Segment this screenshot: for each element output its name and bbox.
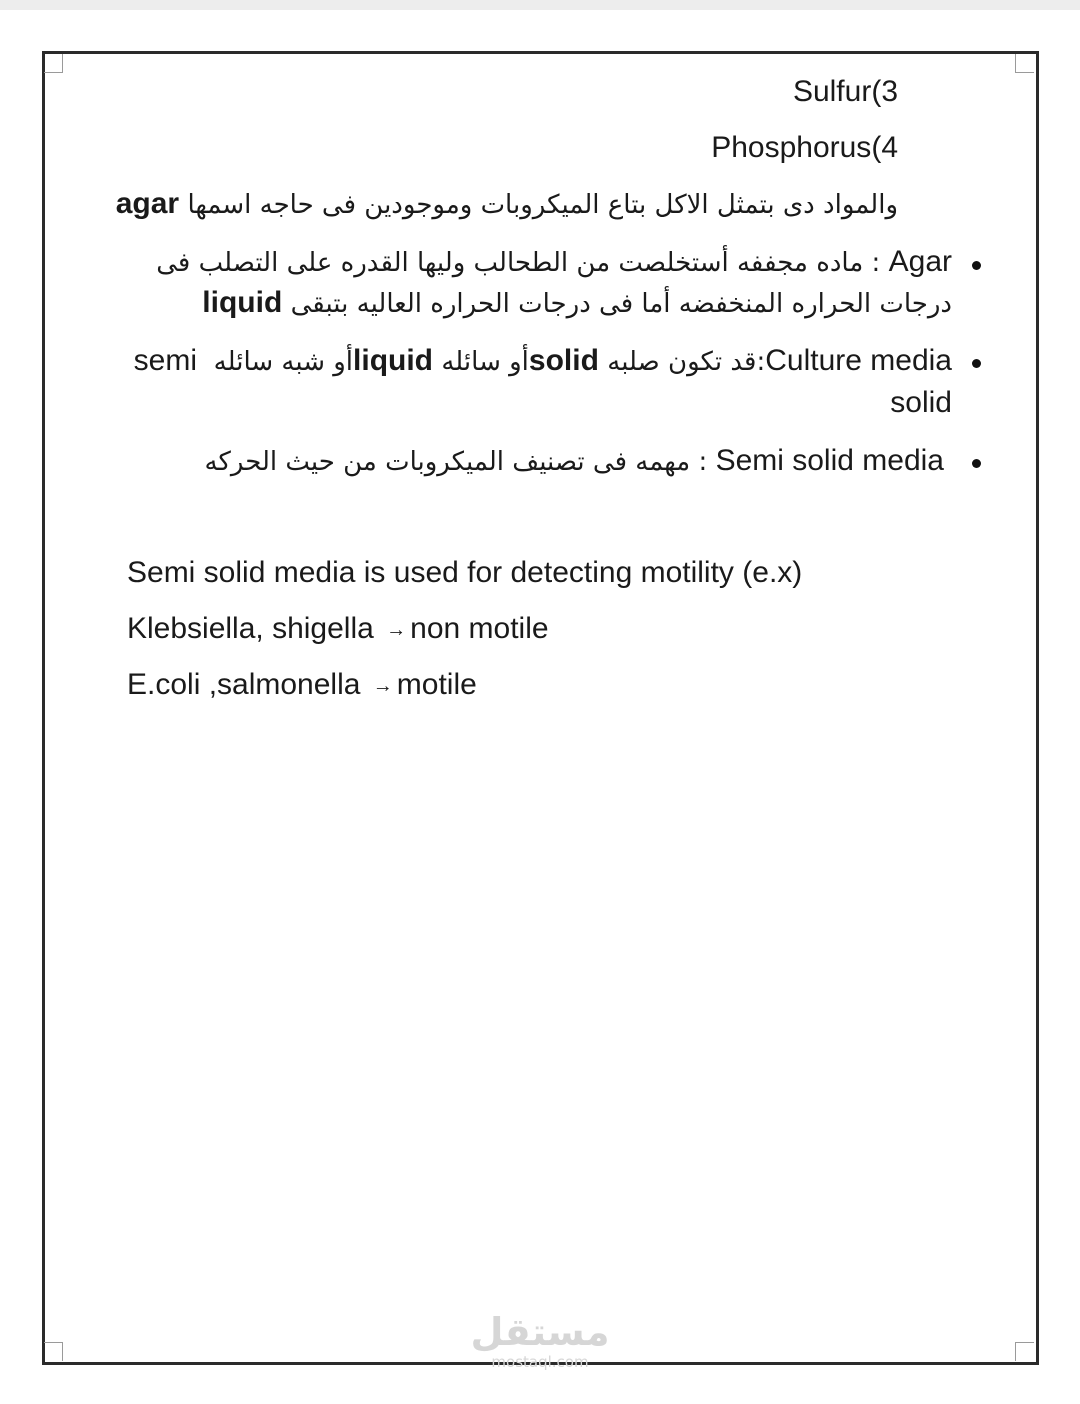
bullet-culture-line2: [890, 383, 952, 423]
bullet-agar-term-liquid: liquid: [202, 286, 283, 319]
arrow-icon: →: [372, 675, 393, 697]
culture-text-3: أو شبه سائله: [213, 347, 354, 377]
bullet-dot: [972, 459, 981, 468]
non-motile-examples: Klebsiella, shigella: [127, 612, 374, 645]
crop-mark-top-right: [1015, 54, 1034, 73]
intro-paragraph: [116, 184, 898, 225]
culture-text-2: أو سائله: [441, 347, 529, 377]
english-line-2: [127, 609, 549, 650]
intro-term: agar: [115, 187, 180, 220]
bullet-agar-text: ماده مجففه أستخلصت من الطحالب وليها القدره على التصلب فى: [156, 248, 864, 278]
bullet-culture-line1: Culture media:قد تكون صلبه solidأو سائله liquidأو شبه سائله semi: [133, 344, 952, 377]
list-item-number: 3: [881, 75, 898, 108]
english-line-1: Semi solid media is used for detecting motility (e.x): [127, 556, 803, 589]
crop-mark-bottom-right: [1015, 1342, 1034, 1361]
bullet-agar-line2: [202, 283, 952, 324]
crop-mark-bottom-left: [44, 1342, 63, 1361]
bullet-term: Culture media: [765, 344, 952, 377]
list-item-phosphorus: Phosphorus(4: [711, 131, 898, 164]
culture-term-solid-2: solid: [890, 386, 952, 419]
list-item-number: 4: [881, 131, 898, 164]
arrow-icon: →: [386, 619, 407, 641]
bullet-term: Semi solid media: [715, 444, 944, 477]
culture-term-solid: solid: [528, 344, 599, 377]
english-line-3: [127, 665, 477, 706]
intro-arabic-text: والمواد دى بتمثل الاكل بتاع الميكروبات وموجودين فى حاجه اسمها: [187, 190, 898, 220]
motile-examples: E.coli ,salmonella: [127, 668, 361, 701]
culture-term-semi: semi: [133, 344, 197, 377]
bullet-dot: [972, 359, 981, 368]
culture-text-1: قد تكون صلبه: [607, 347, 757, 377]
bullet-agar-text-2: درجات الحراره المنخفضه أما فى درجات الحراره العاليه بتبقى: [290, 289, 952, 319]
top-strip: [0, 0, 1080, 10]
watermark-arabic: مستقل: [470, 1310, 610, 1354]
watermark-latin: mostaql.com: [491, 1353, 589, 1371]
bullet-agar-line1: Agar : ماده مجففه أستخلصت من الطحالب وليها القدره على التصلب فى: [156, 245, 952, 278]
motile-label: motile: [396, 668, 477, 701]
non-motile-label: non motile: [410, 612, 549, 645]
bullet-semi-solid: Semi solid media : مهمه فى تصنيف الميكروبات من حيث الحركه: [204, 444, 944, 477]
list-item-name: Phosphorus: [711, 131, 872, 164]
watermark-logo: [470, 1310, 610, 1370]
bullet-term: Agar: [888, 245, 952, 278]
crop-mark-top-left: [44, 54, 63, 73]
list-item-sulfur: Sulfur(3: [792, 75, 898, 108]
list-item-name: Sulfur: [792, 75, 872, 108]
culture-term-liquid: liquid: [353, 344, 434, 377]
semi-solid-text: مهمه فى تصنيف الميكروبات من حيث الحركه: [204, 447, 691, 477]
bullet-dot: [972, 261, 981, 270]
